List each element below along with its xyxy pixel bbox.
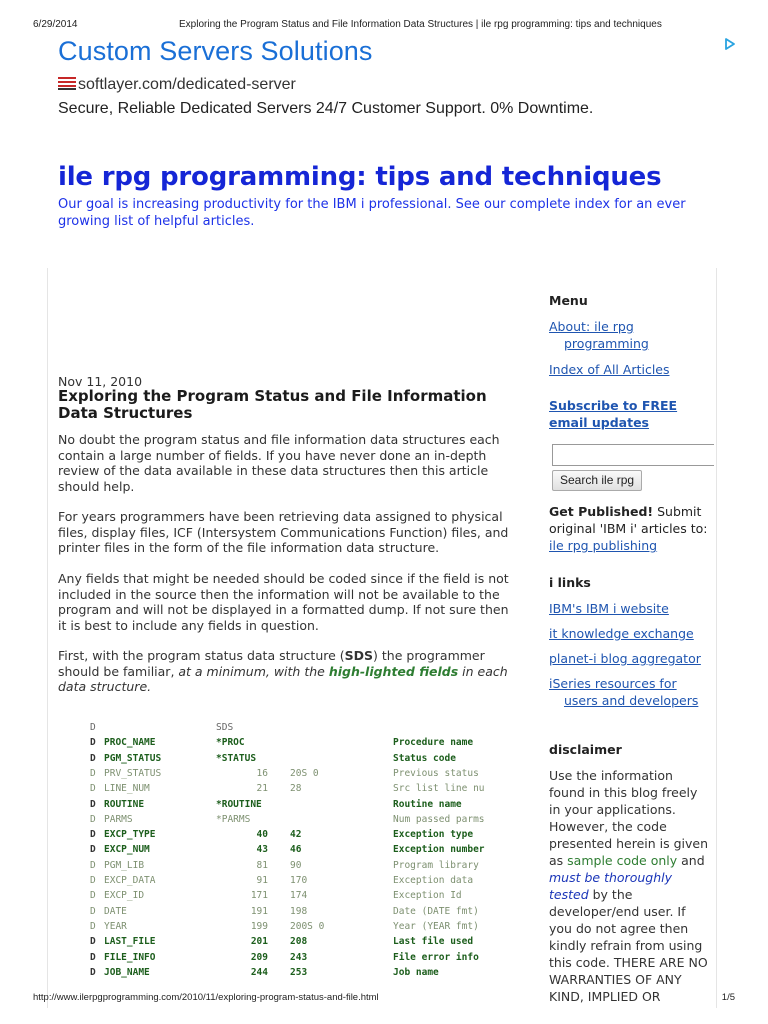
code-to: 28 (290, 783, 302, 795)
code-desc: Exception Id (393, 890, 462, 902)
adchoices-icon[interactable] (724, 38, 736, 50)
subscribe-line1[interactable]: Subscribe to FREE (549, 398, 678, 413)
code-name: PGM_LIB (104, 859, 145, 871)
iseries-link[interactable] (549, 675, 698, 709)
code-desc: Status code (393, 752, 456, 764)
print-date: 6/29/2014 (33, 19, 78, 30)
code-line (90, 844, 510, 858)
code-name: JOB_NAME (104, 966, 150, 978)
code-from: 209 (250, 951, 268, 963)
code-line (90, 783, 510, 797)
code-to: 90 (290, 859, 302, 871)
code-from: 201 (250, 936, 268, 948)
subscribe-link[interactable] (549, 397, 677, 431)
about-link-line2[interactable]: programming (564, 336, 649, 351)
code-d: D (90, 936, 96, 948)
paragraph-fields: Any fields that might be needed should be coded since if the field is not included in the source then the information will not be available to the program and will not be displayed in a formatted dump. If not sure then it is best to include any fields in question. (58, 571, 509, 633)
blog-description: Our goal is increasing productivity for the IBM i professional. See our complete index for an ever growing list of helpful articles. (58, 197, 686, 229)
p4-text-c: ) the programmer should be familiar, (58, 648, 485, 679)
disclaimer-tested: must be thoroughly tested (549, 870, 672, 902)
code-desc: Procedure name (393, 737, 474, 749)
code-d: D (90, 767, 96, 779)
code-name: LAST_FILE (104, 936, 156, 948)
code-line (90, 860, 510, 874)
code-from: 191 (250, 905, 268, 917)
disclaimer-text (549, 767, 709, 1005)
code-desc: Last file used (393, 936, 474, 948)
code-to: 208 (290, 936, 308, 948)
publishing-link[interactable]: ile rpg publishing (549, 538, 658, 553)
code-line (90, 768, 510, 782)
code-d: D (90, 722, 96, 733)
code-from: 21 (256, 783, 268, 795)
search-input[interactable] (552, 444, 714, 466)
code-name: DATE (104, 905, 127, 917)
subscribe-line2[interactable]: email updates (549, 415, 649, 430)
print-page-number: 1/5 (721, 992, 735, 1003)
menu-heading: Menu (549, 293, 588, 308)
code-to: 243 (290, 951, 308, 963)
ad-banner[interactable] (58, 36, 738, 126)
code-to: 42 (290, 829, 302, 841)
code-line (90, 737, 510, 751)
ad-description: Secure, Reliable Dedicated Servers 24/7 Customer Support. 0% Downtime. (58, 100, 594, 117)
code-from: 91 (256, 875, 268, 886)
code-desc: Src list line nu (393, 783, 485, 795)
code-line (90, 890, 510, 904)
code-type: *PROC (216, 737, 245, 749)
sds-keyword: SDS (344, 648, 374, 663)
it-knowledge-link[interactable]: it knowledge exchange (549, 626, 694, 641)
code-line (90, 799, 510, 813)
code-d: D (90, 905, 96, 917)
code-line (90, 936, 510, 950)
blog-title[interactable]: ile rpg programming: tips and techniques (58, 162, 662, 192)
code-desc: Previous status (393, 767, 479, 779)
code-from: 244 (250, 966, 268, 978)
print-url: http://www.ilerpgprogramming.com/2010/11/exploring-program-status-and-file.html (33, 992, 379, 1003)
code-name: PARMS (104, 813, 133, 825)
code-line (90, 814, 510, 828)
code-line (90, 722, 510, 736)
code-d: D (90, 951, 96, 963)
code-desc: Routine name (393, 798, 462, 810)
paragraph-history: For years programmers have been retrieving data assigned to physical files, display files, ICF (Intersystem Communications Function) files, and printer files in the form of the file information data structure. (58, 509, 509, 555)
code-d: D (90, 920, 96, 932)
code-name: PGM_STATUS (104, 752, 162, 764)
disclaimer-sample-code: sample code only (567, 853, 678, 868)
ad-url[interactable]: softlayer.com/dedicated-server (78, 76, 296, 93)
code-name: ROUTINE (104, 798, 145, 810)
highlighted-fields-text: high-lighted fields (328, 663, 459, 679)
paragraph-sds (58, 648, 518, 695)
code-d: D (90, 737, 96, 749)
disclaimer-c: and (677, 853, 705, 868)
p4-text-f: in each data structure. (58, 663, 508, 694)
code-from: 81 (256, 859, 268, 871)
code-line (90, 753, 510, 767)
index-link[interactable]: Index of All Articles (549, 362, 670, 377)
code-line (90, 829, 510, 843)
code-d: D (90, 875, 96, 886)
code-to: 198 (290, 905, 308, 917)
disclaimer-heading: disclaimer (549, 742, 622, 757)
get-published-text: Submit original 'IBM i' articles to: (549, 504, 708, 536)
flag-icon (58, 77, 76, 90)
print-title: Exploring the Program Status and File Information Data Structures | ile rpg programming: tips and techniques (179, 19, 662, 30)
code-line (90, 967, 510, 981)
code-desc: Job name (393, 966, 439, 978)
print-footer (33, 992, 735, 1006)
code-type: SDS (216, 722, 234, 733)
post-title: Exploring the Program Status and File Information Data Structures (58, 387, 487, 422)
code-d: D (90, 966, 96, 978)
paragraph-intro: No doubt the program status and file information data structures each contain a large number of fields. If you have never done an in-depth review of the data available in these data structures then this article should help. (58, 432, 500, 494)
code-desc: Year (YEAR fmt) (393, 920, 479, 932)
code-name: LINE_NUM (104, 783, 150, 795)
ilinks-heading: i links (549, 575, 591, 590)
search-button[interactable]: Search ile rpg (552, 470, 642, 491)
iseries-line1[interactable]: iSeries resources for (549, 676, 677, 691)
code-d: D (90, 829, 96, 841)
code-desc: Program library (393, 859, 479, 871)
code-desc: Num passed parms (393, 813, 485, 825)
p4-text-d: at a minimum, with the (178, 663, 329, 679)
post-date: Nov 11, 2010 (58, 374, 143, 389)
code-name: EXCP_TYPE (104, 829, 156, 841)
code-name: PRV_STATUS (104, 767, 162, 779)
code-name: EXCP_DATA (104, 875, 156, 886)
p4-text-a: First, with the program status data structure ( (58, 648, 345, 663)
get-published-label: Get Published! (549, 504, 654, 519)
code-d: D (90, 752, 96, 764)
code-to: 20S 0 (290, 767, 319, 779)
code-desc: Date (DATE fmt) (393, 905, 479, 917)
code-line (90, 875, 510, 889)
code-to: 200S 0 (290, 920, 325, 932)
code-desc: File error info (393, 951, 479, 963)
code-name: EXCP_ID (104, 890, 145, 902)
code-desc: Exception number (393, 844, 485, 856)
code-name: YEAR (104, 920, 127, 932)
code-from: 16 (256, 767, 268, 779)
code-desc: Exception data (393, 875, 474, 886)
code-type: *PARMS (216, 813, 251, 825)
code-name: EXCP_NUM (104, 844, 150, 856)
code-d: D (90, 783, 96, 795)
code-to: 46 (290, 844, 302, 856)
code-d: D (90, 798, 96, 810)
about-link[interactable] (549, 318, 649, 352)
code-name: PROC_NAME (104, 737, 156, 749)
code-to: 170 (290, 875, 308, 886)
get-published (549, 503, 714, 554)
code-d: D (90, 813, 96, 825)
iseries-line2[interactable]: users and developers (564, 693, 699, 708)
code-d: D (90, 844, 96, 856)
code-desc: Exception type (393, 829, 474, 841)
code-from: 199 (250, 920, 268, 932)
planet-i-link[interactable]: planet-i blog aggregator (549, 651, 701, 666)
print-header (33, 19, 735, 33)
code-from: 171 (250, 890, 268, 902)
ad-title[interactable]: Custom Servers Solutions (58, 36, 373, 66)
code-d: D (90, 859, 96, 871)
code-type: *ROUTINE (216, 798, 262, 810)
code-line (90, 952, 510, 966)
code-line (90, 921, 510, 935)
code-from: 43 (256, 844, 268, 856)
code-d: D (90, 890, 96, 902)
code-to: 174 (290, 890, 308, 902)
disclaimer-a: Use the information found in this blog freely in your applications. However, the code presented herein is given as (549, 768, 709, 868)
about-link-line1[interactable]: About: ile rpg (549, 319, 634, 334)
code-name: FILE_INFO (104, 951, 156, 963)
code-to: 253 (290, 966, 308, 978)
code-from: 40 (256, 829, 268, 841)
ad-url-row[interactable] (58, 76, 296, 96)
code-type: *STATUS (216, 752, 257, 764)
code-line (90, 906, 510, 920)
ibm-i-website-link[interactable]: IBM's IBM i website (549, 601, 669, 616)
disclaimer-e: by the developer/end user. If you do not agree then kindly refrain from using this code. THERE ARE NO WARRANTIES OF ANY KIND, IMPLIED OR (549, 887, 708, 1004)
